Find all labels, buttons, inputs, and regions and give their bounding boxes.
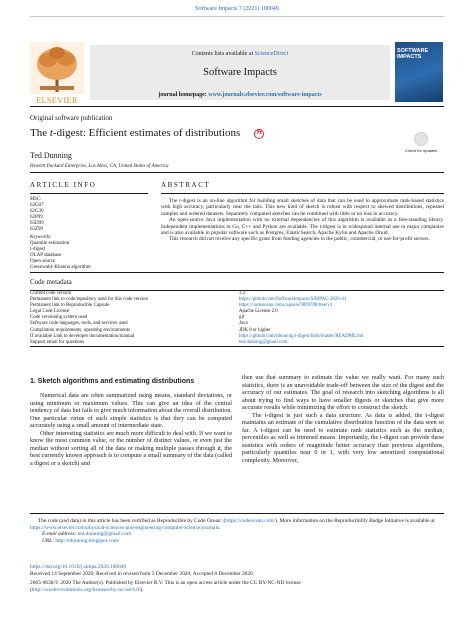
keyword: Quantile estimation (30, 241, 70, 246)
msc-code: 62P99 (30, 215, 43, 220)
metadata-value: JDK 8 or higher (239, 327, 271, 333)
journal-homepage-link[interactable]: www.journals.elsevier.com/software-impacts (208, 92, 322, 98)
msc-code: 62G30 (30, 209, 44, 214)
copyright-text: 2665-9638/© 2020 The Author(s). Published by Elsevier B.V. This is an open access article under the CC BY-NC-ND license (30, 580, 301, 586)
check-for-updates-icon[interactable] (414, 132, 428, 146)
journal-reference[interactable]: Software Impacts 7 (2021) 100049 (195, 6, 279, 12)
doi-link[interactable]: https://doi.org/10.1016/j.simpa.2020.100049 (30, 564, 127, 570)
abstract-rule (161, 193, 444, 194)
body-column-right (242, 374, 444, 465)
metadata-value: git (239, 315, 245, 321)
body-paragraph: Numerical data are often summarized using means, standard deviations, or using minimum or maximum values. This can give an idea of the central tendency of data but fails to give much information about the overall distribution. One particular virtue of such simple statistics is that they can be computed accurately using a small amount of intermediate state. (30, 392, 232, 430)
author-url-link[interactable]: http://tdunning.blogspot.com/ (55, 537, 120, 544)
msc-code: 62G07 (30, 203, 44, 208)
metadata-value: 3.2 (239, 291, 444, 298)
metadata-key: If available Link to developer documentation/manual (30, 333, 135, 339)
code-metadata-heading: Code metadata (30, 278, 72, 286)
copyright-block: 2665-9638/© 2020 The Author(s). Published by Elsevier B.V. This is an open access article under the CC BY-NC-ND license (http://creativecommons.org/licenses/by-nc-nd/4.0/). (30, 580, 301, 593)
elsevier-tree-logo (30, 42, 84, 102)
license-link[interactable]: http://creativecommons.org/licenses/by-nc-nd/4.0/ (31, 587, 141, 593)
msc-label: MSC: (30, 197, 42, 202)
abstract-paragraph: This research did not receive any specific grant from funding agencies in the public, commercial, or not-for-profit sectors. (169, 236, 430, 243)
article-info-list (30, 197, 148, 271)
publisher-name: ELSEVIER (36, 96, 78, 105)
metadata-key: Code versioning system used (30, 315, 88, 321)
abstract-body (161, 198, 444, 243)
contents-line: Contents lists available at ScienceDirect (191, 51, 289, 57)
author-affiliation: Hewlett Packard Enterprise, Los Altos, CA, United States of America (30, 164, 169, 169)
abstract-paragraph: The t-digest is an on-line algorithm for building small sketches of data that can be used to approximate rank-based statistics with high accuracy, particularly near the tails. This new kind of sketch is robust with respect to skewed distributions, repeated samples and ordered datasets. Separately computed sketches can be combined with little or no loss in accuracy. (161, 198, 444, 217)
metadata-key: Permanent link to code/repository used for this code version (30, 297, 148, 303)
top-divider (30, 16, 444, 17)
author-name: Ted Dunning (30, 151, 72, 160)
doi-block (30, 564, 253, 578)
cover-title: SOFTWARE IMPACTS (397, 48, 429, 60)
metadata-key: Permanent link to Reproducible Capsule (30, 303, 110, 309)
received-dates: Received 14 September 2020; Received in revised form 5 December 2020; Accepted 8 December 2020 (30, 571, 253, 577)
support-email-link[interactable]: ted.dunning@gmail.com (239, 340, 444, 347)
author-email-link[interactable]: ted.dunning@gmail.com (77, 531, 132, 537)
header-rule (30, 106, 444, 107)
email-label: E-mail address: (42, 531, 77, 537)
keyword: Greenwald–Khanna algorithm (30, 265, 91, 270)
footnote: The code (and data) in this article has been certified as Reproducible by Code Ocean: (https://codeocean.com/). More information on the Reproducibility Badge Initiative is available at https://www.elsevier.com/physical-sciences-and-engineering/computer-science/journals. E-mail address: ted.dunning@gmail.com URL: http://tdunning.blogspot.com/ (30, 518, 435, 544)
metadata-key: Support email for questions (30, 340, 239, 347)
repository-link[interactable]: https://github.com/SoftwareImpacts/SIMPAC-2020-41 (239, 297, 347, 303)
keyword: Open source (30, 259, 56, 264)
code-metadata-table (30, 290, 444, 347)
article-title: The t-digest: Efficient estimates of distributions (30, 127, 241, 139)
journal-title: Software Impacts (203, 67, 277, 78)
reproducibility-link[interactable]: https://www.elsevier.com/physical-sciences-and-engineering/computer-science/journals (30, 524, 220, 531)
documentation-link[interactable]: https://github.com/tdunning/t-digest/blob/master/README.md (239, 333, 364, 339)
metadata-key: Current code version (30, 291, 239, 298)
msc-code: 65Z99 (30, 227, 44, 232)
abstract-paragraph: An open-source Java implementation with no external dependencies of this algorithm is available as a free-standing library. Independent implementations in Go, C++ and Python are available. The t-digest is in widespread internal use in major companies and is also available in popular software such as Postgres, ElasticSearch, Apache Kylin and Apache Druid. (161, 217, 444, 237)
codeocean-link[interactable]: https://codeocean.com/ (225, 518, 276, 524)
body-column-left (30, 392, 232, 467)
metadata-value: Java (239, 321, 248, 327)
capsule-link[interactable]: https://codeocean.com/capsule/9899788/tree/v1 (239, 303, 333, 309)
homepage-line: journal homepage: www.journals.elsevier.com/software-impacts (158, 92, 322, 98)
table-row (30, 340, 444, 347)
metadata-key: Software code languages, tools, and services used (30, 321, 128, 327)
abstract-bottom-rule (30, 272, 444, 273)
metadata-key: Compilation requirements, operating environments (30, 327, 130, 333)
article-info-heading: ARTICLE INFO (30, 181, 97, 189)
keywords-label: Keywords: (30, 235, 52, 240)
crossmark-icon[interactable] (254, 129, 264, 139)
section-heading: 1. Sketch algorithms and estimating distributions (30, 378, 195, 385)
table-row (30, 291, 444, 298)
metadata-key: Legal Code License (30, 309, 70, 315)
sciencedirect-link[interactable]: ScienceDirect (254, 51, 289, 57)
author-rule (30, 172, 444, 173)
abstract-heading: ABSTRACT (161, 181, 211, 189)
body-paragraph: then use that summary to estimate the value we really want. For many such statistics, there is an unavoidable trade-off between the size of the digest and the accuracy of our estimates. The goal of research into sketching algorithms is all about trying to find ways to have smaller digests or sketches that give more accurate results while minimizing the effort to construct the sketch. (242, 374, 444, 412)
article-type: Original software publication (30, 114, 113, 122)
body-paragraph: The t-digest is just such a data structure. As data is added, the t-digest maintains an estimate of the cumulative distribution function of the data seen so far. A t-digest can be used to estimate rank statistics such as the median, percentiles as well as trimmed means. Importantly, the t-digest can provide these statistics with orders of magnitude better accuracy than previous algorithms, particularly quantiles near 0 or 1, with very low amortized computational complexity. Moreover, (242, 411, 444, 465)
msc-code: 65D99 (30, 221, 44, 226)
check-for-updates-label[interactable]: Check for updates (404, 148, 438, 153)
metadata-value: Apache License 2.0 (239, 309, 278, 315)
url-label: URL: (42, 537, 54, 544)
footnote-rule (30, 513, 444, 514)
body-paragraph: Other interesting statistics are much more difficult to deal with. If we want to know the most common value, or the number of distinct values, or even just the median without sorting all of the data or making multiple passes through it, the best currently known approach is to compute a small summary of the data (called a digest or a sketch) and (30, 429, 232, 467)
keyword: t-digest (30, 247, 45, 252)
article-info-rule (30, 193, 148, 194)
keyword: OLAP database (30, 253, 62, 258)
